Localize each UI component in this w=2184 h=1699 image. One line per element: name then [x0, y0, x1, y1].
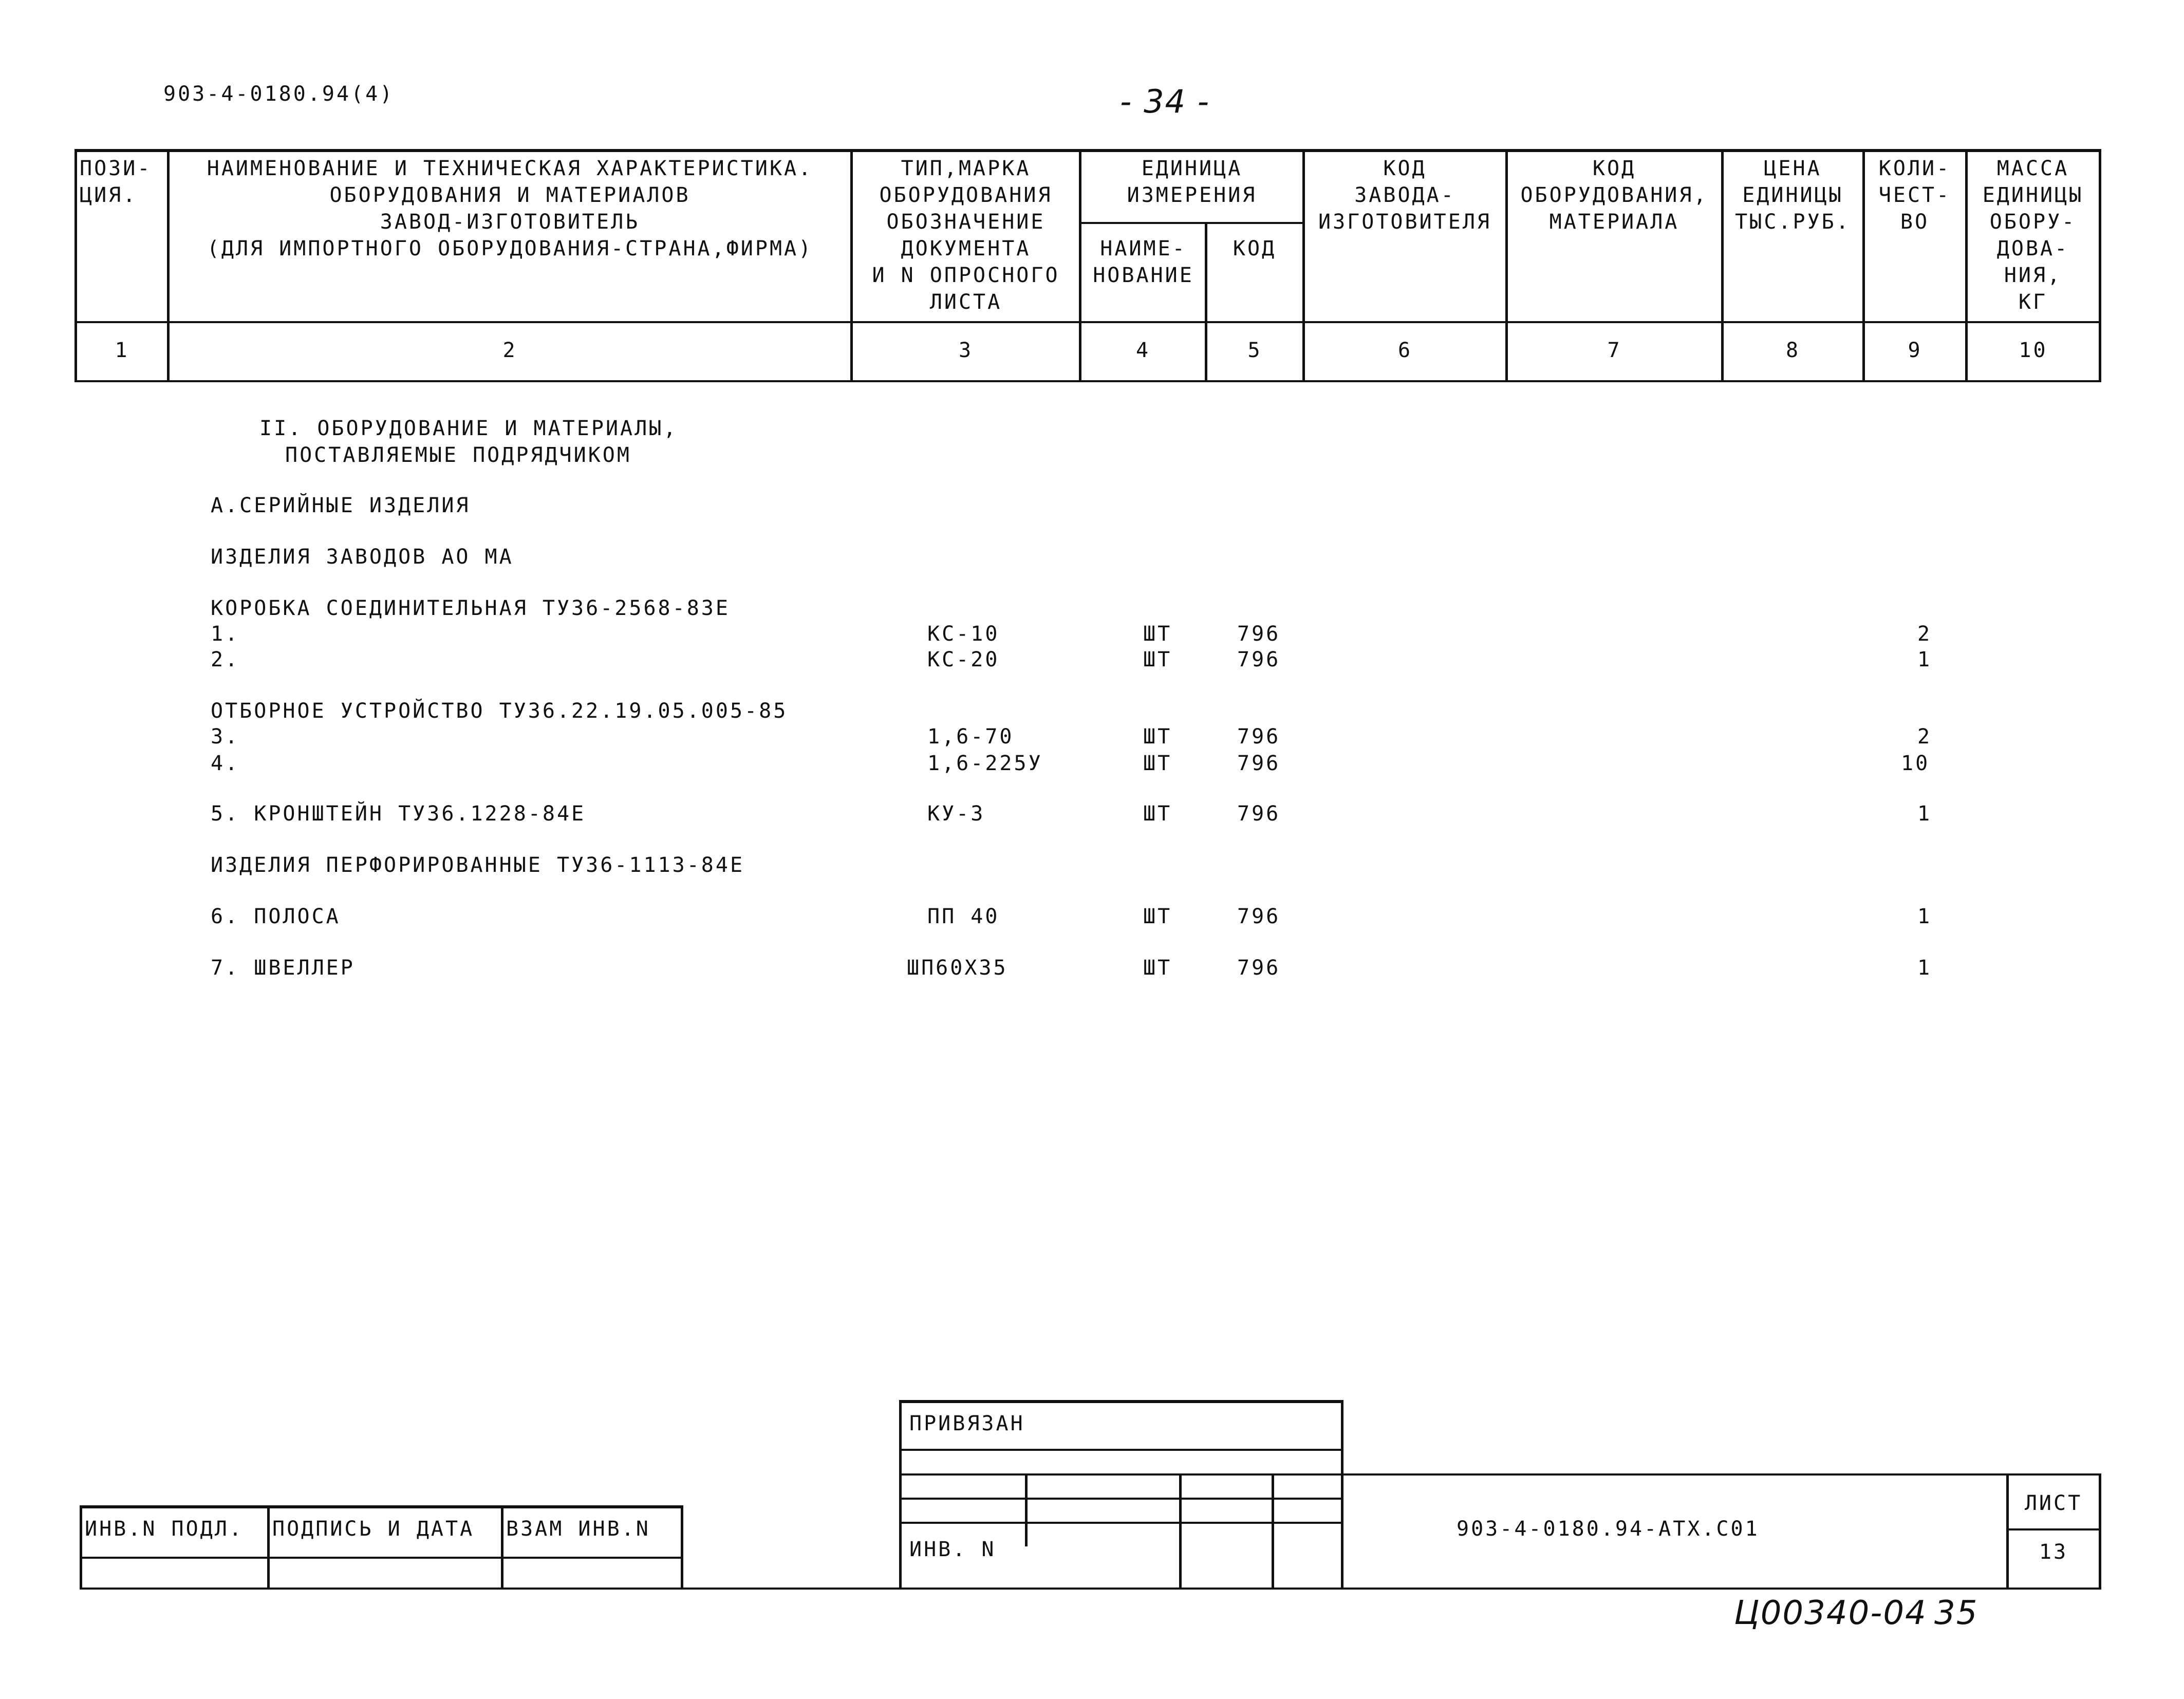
- row-unit-code: 796: [1237, 802, 1281, 826]
- stamp-rule: [899, 1449, 1343, 1451]
- row-unit-code: 796: [1237, 905, 1281, 928]
- section-title: ПОСТАВЛЯЕМЫЕ ПОДРЯДЧИКОМ: [285, 443, 631, 467]
- group-title: КОРОБКА СОЕДИНИТЕЛЬНАЯ ТУ36-2568-83Е: [211, 596, 730, 620]
- col-number: 4: [1135, 339, 1151, 362]
- row-quantity: 2: [1917, 725, 1932, 749]
- row-position: 2.: [211, 648, 240, 671]
- col-number: 3: [958, 339, 974, 362]
- section-title: II. ОБОРУДОВАНИЕ И МАТЕРИАЛЫ,: [259, 417, 678, 440]
- footer-document-code: 903-4-0180.94-АТХ.С01: [1457, 1517, 1760, 1541]
- subsection-title: А.СЕРИЙНЫЕ ИЗДЕЛИЯ: [211, 494, 471, 517]
- row-quantity: 1: [1917, 956, 1932, 980]
- group-title: ИЗДЕЛИЯ ПЕРФОРИРОВАННЫЕ ТУ36-1113-84Е: [211, 853, 745, 877]
- header-rule: [74, 321, 2101, 323]
- col-2-heading-line: (ДЛЯ ИМПОРТНОГО ОБОРУДОВАНИЯ-СТРАНА,ФИРМА): [207, 237, 813, 260]
- col-3-heading-line: ОБОРУДОВАНИЯ: [879, 183, 1053, 207]
- col-6-heading-line: КОД: [1383, 157, 1427, 180]
- col-border: [2099, 149, 2101, 381]
- col-3-heading-line: ДОКУМЕНТА: [901, 237, 1031, 260]
- col-2-heading-line: ЗАВОД-ИЗГОТОВИТЕЛЬ: [380, 210, 640, 234]
- stamp-rule: [899, 1498, 1343, 1500]
- col-8-heading-line: ТЫС.РУБ.: [1735, 210, 1851, 234]
- row-unit-code: 796: [1237, 622, 1281, 646]
- col-10-heading-line: НИЯ,: [2004, 264, 2062, 287]
- col-4-heading-line: НАИМЕ-: [1100, 237, 1187, 260]
- stamp-border: [1179, 1473, 1182, 1589]
- sheet-rule: [2006, 1528, 2101, 1530]
- sheet-border: [2099, 1473, 2101, 1589]
- stamp-rule: [899, 1473, 2101, 1476]
- row-quantity: 10: [1901, 752, 1930, 775]
- row-type: 1,6-70: [927, 725, 1014, 749]
- row-quantity: 1: [1917, 905, 1932, 928]
- col-number: 8: [1785, 339, 1801, 362]
- sign-block-rule: [80, 1557, 683, 1559]
- col-6-heading-line: ИЗГОТОВИТЕЛЯ: [1318, 210, 1491, 234]
- row-unit-code: 796: [1237, 752, 1281, 775]
- stamp-rule: [899, 1522, 1343, 1524]
- sign-block-border: [681, 1505, 683, 1589]
- col-10-heading-line: ОБОРУ-: [1989, 210, 2077, 234]
- footer-bottom-rule: [80, 1588, 2101, 1590]
- sheet-number: 13: [2039, 1540, 2068, 1564]
- col-7-heading-line: ОБОРУДОВАНИЯ,: [1520, 183, 1708, 207]
- unit-group-rule: [1079, 222, 1302, 224]
- sheet-border: [2006, 1473, 2009, 1589]
- row-position: 4.: [211, 752, 240, 775]
- col-9-heading-line: ЧЕСТ-: [1878, 183, 1951, 207]
- table-bottom-rule: [74, 380, 2101, 382]
- row-unit: ШТ: [1143, 648, 1172, 671]
- handwritten-archive-code: Ц00340-04: [1734, 1594, 1927, 1632]
- col-2-heading-line: ОБОРУДОВАНИЯ И МАТЕРИАЛОВ: [329, 183, 690, 207]
- row-quantity: 1: [1917, 802, 1932, 826]
- col-3-heading-line: И N ОПРОСНОГО: [872, 264, 1060, 287]
- row-position: 3.: [211, 725, 240, 749]
- row-unit: ШТ: [1143, 725, 1172, 749]
- col-1-heading-line: ЦИЯ.: [80, 183, 138, 207]
- row-type: 1,6-225У: [927, 752, 1043, 775]
- inv-label: ИНВ. N: [909, 1538, 996, 1561]
- col-4-heading-line: НОВАНИЕ: [1093, 264, 1194, 287]
- col-number: 7: [1607, 339, 1622, 362]
- inv-original-label: ИНВ.N ПОДЛ.: [85, 1517, 244, 1541]
- handwritten-number: 35: [1934, 1594, 1978, 1632]
- col-1-heading-line: ПОЗИ-: [80, 157, 152, 180]
- row-unit: ШТ: [1143, 752, 1172, 775]
- col-10-heading-line: ЕДИНИЦЫ: [1982, 183, 2084, 207]
- sign-block-border: [501, 1505, 503, 1589]
- col-8-heading-line: ЕДИНИЦЫ: [1742, 183, 1843, 207]
- row-unit: ШТ: [1143, 905, 1172, 928]
- col-number: 10: [2019, 339, 2048, 362]
- row-position: 6. ПОЛОСА: [211, 905, 341, 928]
- row-quantity: 1: [1917, 648, 1932, 671]
- sign-block-border: [80, 1505, 82, 1589]
- col-number: 6: [1397, 339, 1413, 362]
- col-3-heading-line: ЛИСТА: [929, 290, 1002, 314]
- group-title: ОТБОРНОЕ УСТРОЙСТВО ТУ36.22.19.05.005-85: [211, 699, 788, 723]
- group-title: ИЗДЕЛИЯ ЗАВОДОВ АО МА: [211, 545, 514, 569]
- col-number: 9: [1908, 339, 1922, 362]
- row-type: ПП 40: [927, 905, 1000, 928]
- row-unit-code: 796: [1237, 648, 1281, 671]
- row-type: КС-20: [927, 648, 1000, 671]
- document-code: 903-4-0180.94(4): [163, 82, 395, 106]
- col-number: 2: [502, 339, 517, 362]
- row-unit: ШТ: [1143, 622, 1172, 646]
- row-type: КУ-3: [927, 802, 985, 826]
- row-unit-code: 796: [1237, 956, 1281, 980]
- col-3-heading-line: ТИП,МАРКА: [901, 157, 1031, 180]
- stamp-border: [1025, 1473, 1028, 1546]
- col-number: 1: [115, 339, 129, 362]
- unit-group-heading-line: ИЗМЕРЕНИЯ: [1127, 183, 1257, 207]
- stamp-border: [899, 1400, 902, 1589]
- stamp-top-rule: [899, 1400, 1343, 1403]
- row-unit: ШТ: [1143, 802, 1172, 826]
- row-position: 5. КРОНШТЕЙН ТУ36.1228-84Е: [211, 802, 586, 826]
- col-3-heading-line: ОБОЗНАЧЕНИЕ: [886, 210, 1046, 234]
- col-10-heading-line: КГ: [2018, 290, 2048, 314]
- row-type: КС-10: [927, 622, 1000, 646]
- row-unit-code: 796: [1237, 725, 1281, 749]
- col-10-heading-line: МАССА: [1996, 157, 2069, 180]
- sheet-label: ЛИСТ: [2024, 1491, 2083, 1515]
- sign-block-border: [267, 1505, 270, 1589]
- col-9-heading-line: КОЛИ-: [1878, 157, 1951, 180]
- stamp-border: [1272, 1473, 1274, 1589]
- unit-group-heading-line: ЕДИНИЦА: [1141, 157, 1243, 180]
- col-5-heading-line: КОД: [1233, 237, 1277, 260]
- col-7-heading-line: МАТЕРИАЛА: [1549, 210, 1679, 234]
- col-9-heading-line: ВО: [1900, 210, 1930, 234]
- page-number: - 34 -: [1120, 83, 1210, 120]
- col-10-heading-line: ДОВА-: [1996, 237, 2069, 260]
- col-number: 5: [1247, 339, 1262, 362]
- signature-date-label: ПОДПИСЬ И ДАТА: [272, 1517, 475, 1541]
- col-2-heading-line: НАИМЕНОВАНИЕ И ТЕХНИЧЕСКАЯ ХАРАКТЕРИСТИКА.: [207, 157, 813, 180]
- sign-block-top-rule: [80, 1505, 683, 1508]
- col-6-heading-line: ЗАВОДА-: [1354, 183, 1455, 207]
- col-7-heading-line: КОД: [1592, 157, 1636, 180]
- replace-inv-label: ВЗАМ ИНВ.N: [506, 1517, 650, 1541]
- row-quantity: 2: [1917, 622, 1932, 646]
- stamp-border: [1341, 1400, 1343, 1589]
- table-top-rule: [74, 149, 2101, 152]
- row-position: 7. ШВЕЛЛЕР: [211, 956, 355, 980]
- bound-label: ПРИВЯЗАН: [909, 1412, 1025, 1435]
- row-position: 1.: [211, 622, 240, 646]
- row-type: ШП60Х35: [907, 956, 1008, 980]
- col-8-heading-line: ЦЕНА: [1764, 157, 1822, 180]
- row-unit: ШТ: [1143, 956, 1172, 980]
